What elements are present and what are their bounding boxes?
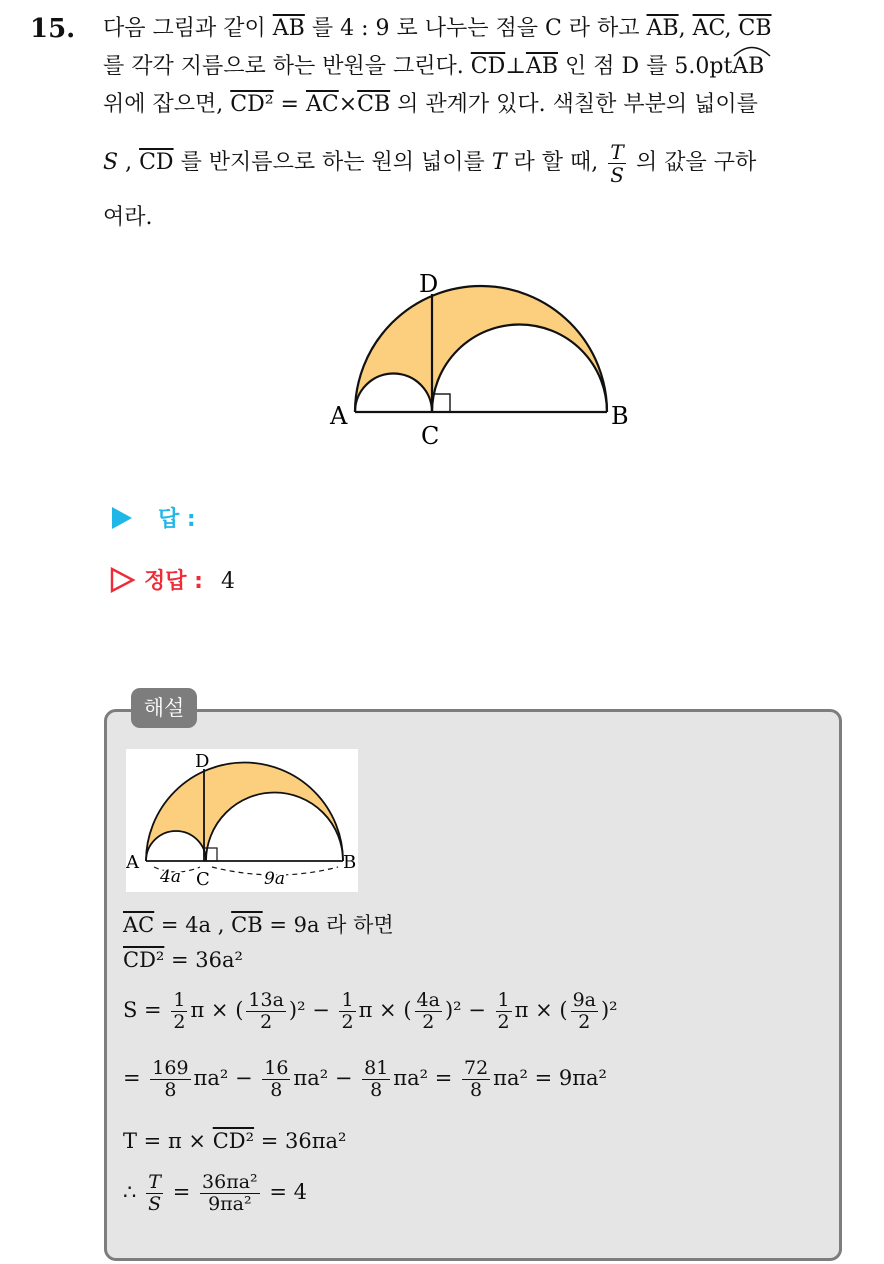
- svg-text:A: A: [126, 852, 139, 873]
- label-a: A: [330, 402, 348, 430]
- svg-text:B: B: [343, 852, 357, 873]
- solution-line-4: = $\frac{169}{8}$ πa² − $\frac{16}{8}$ πa² − $\frac{81}{8}$ πa² = $\frac{72}{8}$ πa² = 9πa²: [123, 1057, 607, 1101]
- label-c: C: [421, 422, 440, 450]
- solution-tag: 해설: [131, 688, 197, 728]
- right-angle-mark: [432, 394, 450, 412]
- question-line-5: 여라.: [103, 205, 153, 230]
- label-d: D: [419, 270, 439, 298]
- solution-line-5: T = π × CD² = 36πa²: [123, 1129, 347, 1153]
- solution-shaded-region: [146, 763, 343, 861]
- svg-text:4a: 4a: [160, 867, 181, 887]
- solution-line-1: $\overline{AC} = 4a$ , $\overline{CB} = 9a$ 라 하면: [123, 913, 394, 937]
- question-line-2: 를 각각 지름으로 하는 반원을 그린다. $\overline{CD}\perp\overline{AB}$ 인 점 D 를 5.0ptAB: [103, 52, 764, 82]
- correct-answer-value: 4: [220, 569, 235, 594]
- answer-row: 답 :: [110, 502, 196, 533]
- question-number: 15.: [30, 14, 76, 44]
- solution-line-3: S = $\frac{1}{2}$ π × ( $\frac{13a}{2}$ )² − $\frac{1}{2}$ π × ( $\frac{4a}{2}$ )² − $\frac{1}{2}$ π × ( $\frac{9a}{2}$ )²: [123, 989, 618, 1033]
- question-line-3: 위에 잡으면, $CD^2 = \overline{AC}\times\overline{CB}$ 의 관계가 있다. 색칠한 부분의 넓이를: [103, 92, 758, 117]
- correct-answer-row: 정답 : 4: [110, 564, 235, 595]
- label-b: B: [611, 402, 629, 430]
- svg-text:C: C: [196, 869, 210, 890]
- play-arrow-icon: [110, 506, 132, 530]
- arc-symbol-icon: [732, 43, 772, 57]
- solution-line-6: ∴ $\frac{T}{S}$ = $\frac{\text{36πa²}}{\text{9πa²}}$ = 4: [123, 1171, 307, 1215]
- question-line-4: S , $\overline{CD}$ 를 반지름으로 하는 원의 넓이를 T 라 할 때, $\frac{T}{S}$ 의 값을 구하: [103, 139, 757, 187]
- svg-text:D: D: [195, 751, 210, 772]
- svg-text:9a: 9a: [264, 869, 285, 889]
- question-line-1: 다음 그림과 같이 $\overline{AB}$ 를 4 : 9 로 나누는 점을 C 라 하고 $\overline{AB}$, $\overline{AC}$, $\overline{CB}$: [103, 16, 772, 41]
- solution-figure: [126, 749, 358, 892]
- outline-arrow-icon: [110, 567, 136, 593]
- shaded-region: [355, 286, 607, 412]
- solution-line-2: CD² = 36a²: [123, 948, 243, 972]
- semicircle-figure: [320, 262, 650, 462]
